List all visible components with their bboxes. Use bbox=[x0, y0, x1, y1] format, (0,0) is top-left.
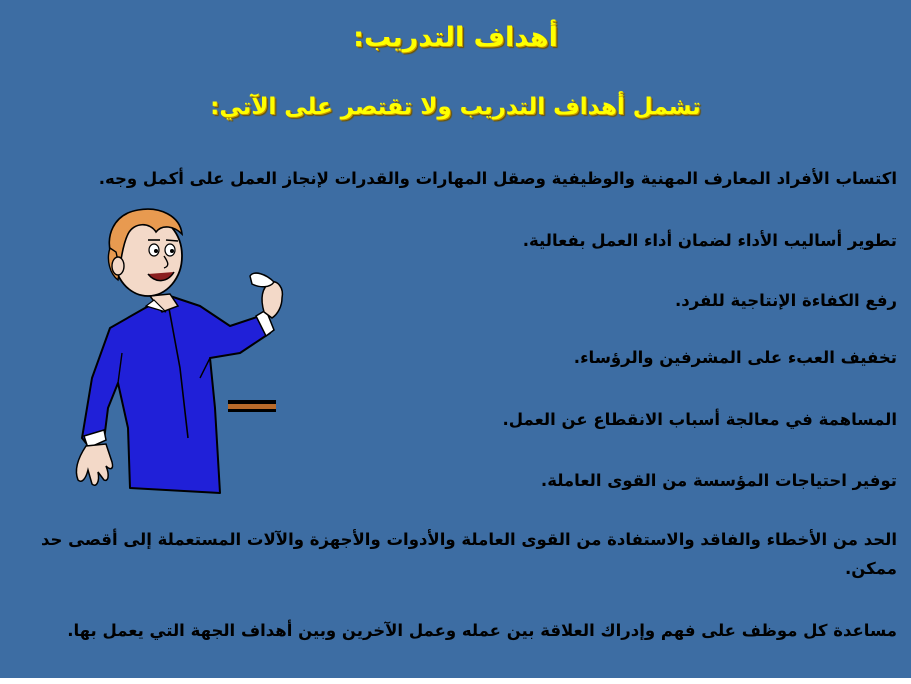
list-item: المساهمة في معالجة أسباب الانقطاع عن العمل. bbox=[502, 410, 897, 429]
list-item: تخفيف العبء على المشرفين والرؤساء. bbox=[573, 348, 897, 367]
slide-title: أهداف التدريب: bbox=[353, 22, 558, 53]
bottom-bar bbox=[0, 678, 911, 684]
list-item: رفع الكفاءة الإنتاجية للفرد. bbox=[674, 291, 897, 310]
chalk-ledge-icon bbox=[228, 400, 276, 414]
list-item: اكتساب الأفراد المعارف المهنية والوظيفية وصقل المهارات والقدرات لإنجاز العمل على أكمل وجه. bbox=[98, 169, 897, 188]
list-item: الحد من الأخطاء والفاقد والاستفادة من القوى العاملة والأدوات والأجهزة والآلات المستعملة إلى أقصى حد ممكن. bbox=[41, 530, 897, 578]
list-item: مساعدة كل موظف على فهم وإدراك العلاقة بين عمله وعمل الآخرين وبين أهداف الجهة التي يعمل بها. bbox=[67, 621, 897, 640]
teacher-pointing-clipart-icon bbox=[70, 208, 285, 498]
list-item: تطوير أساليب الأداء لضمان أداء العمل بفعالية. bbox=[522, 231, 897, 250]
list-item: توفير احتياجات المؤسسة من القوى العاملة. bbox=[540, 471, 897, 490]
slide-subtitle: تشمل أهداف التدريب ولا تقتصر على الآتي: bbox=[210, 94, 701, 120]
